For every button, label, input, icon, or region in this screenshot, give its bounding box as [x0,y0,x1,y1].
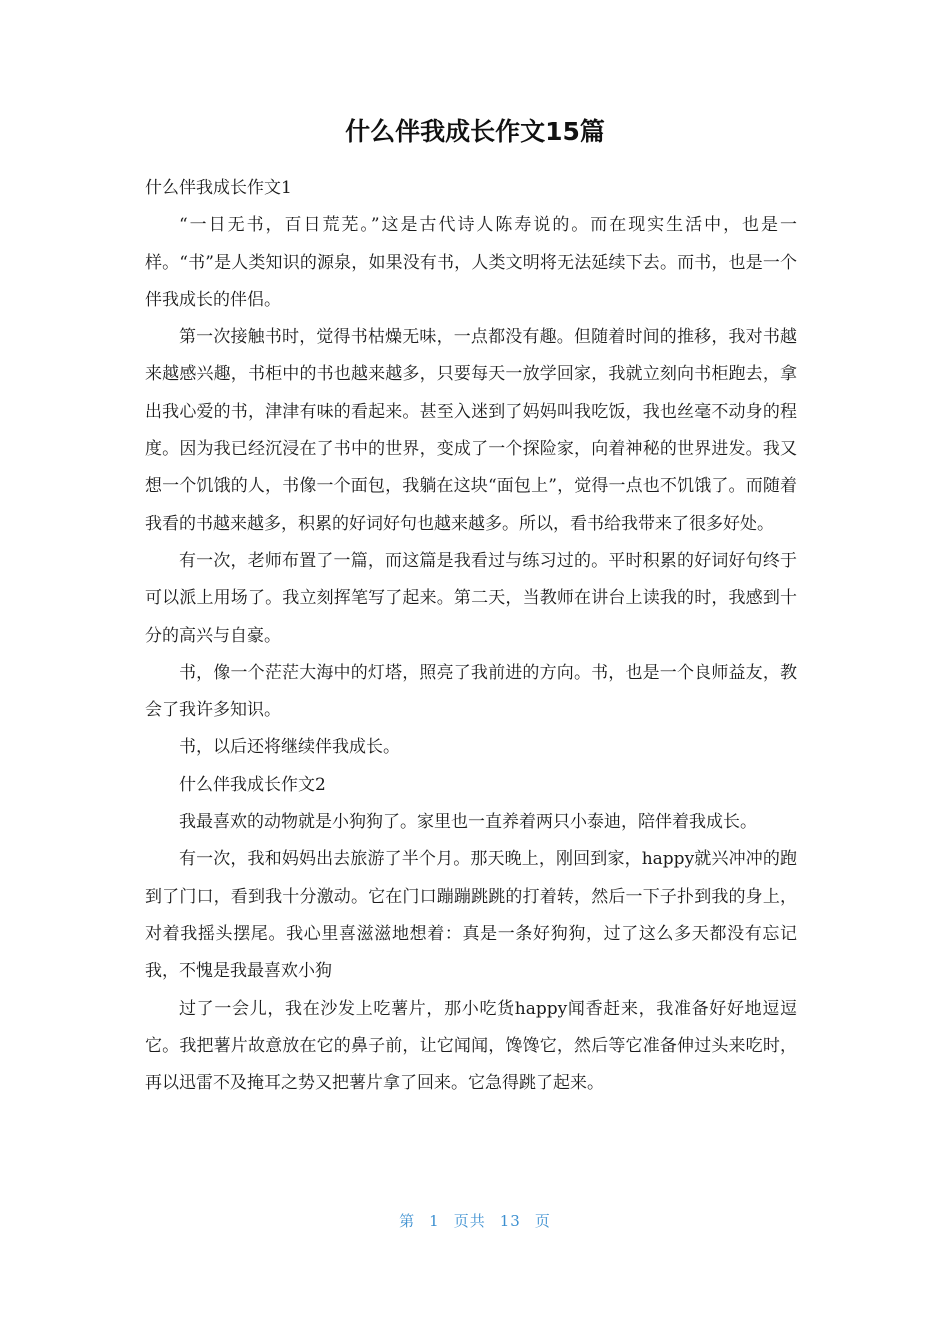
footer-prefix: 第 [399,1212,416,1230]
footer-middle: 页共 [453,1212,486,1230]
paragraph: 过了一会儿，我在沙发上吃薯片，那小吃货happy闻香赶来，我准备好好地逗逗它。我把薯片故意放在它的鼻子前，让它闻闻，馋馋它，然后等它准备伸过头来吃时，再以迅雷不及掩耳之势又把薯片拿了回来。它急得跳了起来。 [145,998,797,1094]
paragraph: 书，以后还将继续伴我成长。 [179,737,400,758]
section-heading-2: 什么伴我成长作文2 [179,774,326,795]
paragraph: 有一次，老师布置了一篇，而这篇是我看过与练习过的。平时积累的好词好句终于可以派上用场了。我立刻挥笔写了起来。第二天，当教师在讲台上读我的时，我感到十分的高兴与自豪。 [145,550,797,646]
document-body [145,170,797,1102]
paragraph: 我最喜欢的动物就是小狗狗了。家里也一直养着两只小泰迪，陪伴着我成长。 [179,812,757,833]
paragraph: 第一次接触书时，觉得书枯燥无味，一点都没有趣。但随着时间的推移，我对书越来越感兴趣，书柜中的书也越来越多，只要每天一放学回家，我就立刻向书柜跑去，拿出我心爱的书，津津有味的看起来。甚至入迷到了妈妈叫我吃饭，我也丝毫不动身的程度。因为我已经沉浸在了书中的世界，变成了一个探险家，向着神秘的世界进发。我又想一个饥饿的人，书像一个面包，我躺在这块“面包上”，觉得一点也不饥饿了。而随着我看的书越来越多，积累的好词好句也越来越多。所以，看书给我带来了很多好处。 [145,327,797,534]
footer-total-pages: 13 [499,1212,521,1230]
footer-suffix: 页 [534,1212,551,1230]
paragraph: “一日无书，百日荒芜。”这是古代诗人陈寿说的。而在现实生活中，也是一样。“书”是人类知识的源泉，如果没有书，人类文明将无法延续下去。而书，也是一个伴我成长的伴侣。 [145,215,797,310]
footer-page-number: 1 [429,1212,440,1230]
document-title: 什么伴我成长作文15篇 [345,117,605,146]
page-footer [0,1210,950,1231]
paragraph: 有一次，我和妈妈出去旅游了半个月。那天晚上，刚回到家，happy就兴冲冲的跑到了门口，看到我十分激动。它在门口蹦蹦跳跳的打着转，然后一下子扑到我的身上，对着我摇头摆尾。我心里喜滋滋地想着：真是一条好狗狗，过了这么多天都没有忘记我，不愧是我最喜欢小狗 [145,849,797,982]
section-heading-1: 什么伴我成长作文1 [145,178,292,198]
paragraph: 书，像一个茫茫大海中的灯塔，照亮了我前进的方向。书，也是一个良师益友，教会了我许多知识。 [145,662,797,721]
